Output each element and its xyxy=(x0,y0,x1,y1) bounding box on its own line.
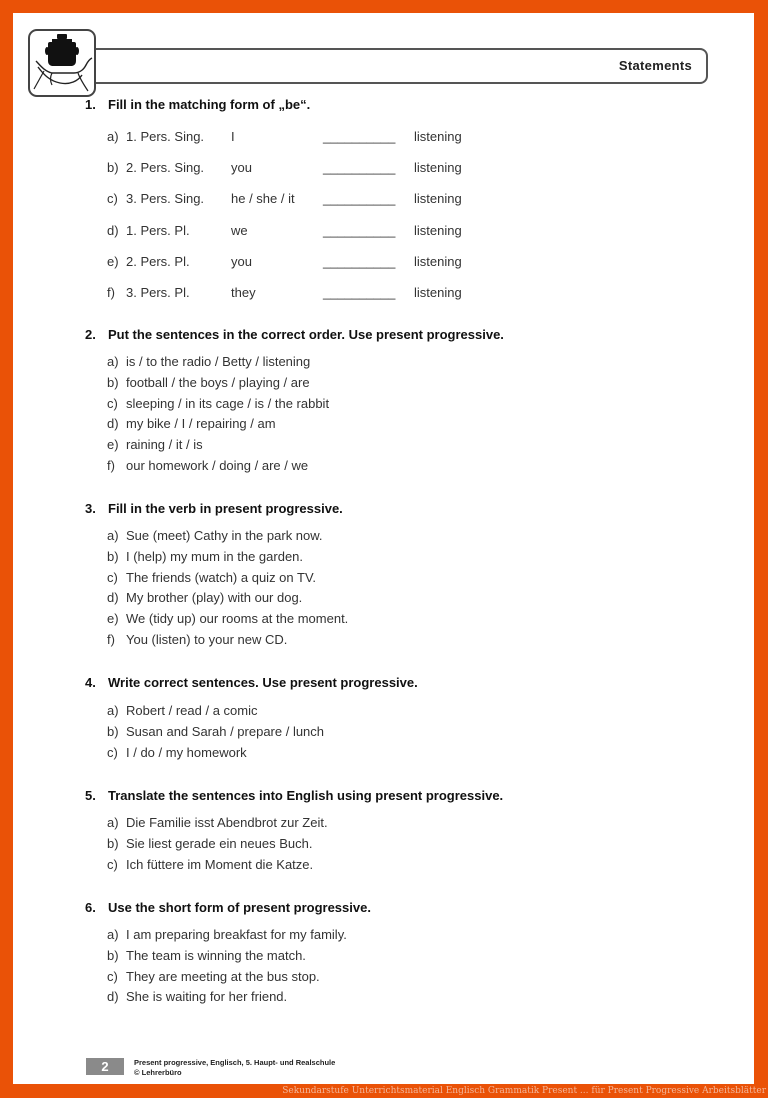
item-letter: a) xyxy=(107,927,119,942)
image-caption: Sekundarstufe Unterrichtsmaterial Englisch Grammatik Present ... für Present Progressive Arbeitsblätter xyxy=(282,1086,766,1096)
item-letter: e) xyxy=(107,254,119,269)
person-label: 2. Pers. Sing. xyxy=(126,160,205,175)
item-letter: a) xyxy=(107,528,119,543)
person-label: 1. Pers. Pl. xyxy=(126,223,190,238)
section-title: Write correct sentences. Use present progressive. xyxy=(108,675,418,690)
list-item xyxy=(107,967,347,988)
header-banner xyxy=(85,48,708,84)
item-text: sleeping / in its cage / is / the rabbit xyxy=(126,395,330,411)
list-item xyxy=(107,987,347,1008)
list-item xyxy=(107,925,347,946)
section-4-list xyxy=(107,701,324,763)
list-item xyxy=(107,547,348,568)
pronoun: you xyxy=(231,254,252,269)
item-text: Robert / read / a comic xyxy=(126,703,258,718)
person-label: 1. Pers. Sing. xyxy=(126,129,205,144)
list-item xyxy=(107,609,348,630)
section-title: Translate the sentences into English using present progressive. xyxy=(108,788,504,803)
item-letter: c) xyxy=(107,968,118,984)
item-letter: b) xyxy=(107,160,119,175)
pronoun: he / she / it xyxy=(231,191,295,206)
worksheet-page xyxy=(13,13,754,1084)
list-item xyxy=(107,855,328,876)
item-text: football / the boys / playing / are xyxy=(126,374,310,390)
page-title: Statements xyxy=(618,58,692,73)
list-item xyxy=(107,414,329,435)
person-label: 3. Pers. Sing. xyxy=(126,191,205,206)
list-item xyxy=(107,435,329,456)
verb: listening xyxy=(414,160,462,175)
section-number: 4. xyxy=(85,675,96,690)
item-text: She is waiting for her friend. xyxy=(126,989,288,1005)
section-3-heading xyxy=(85,501,343,516)
item-letter: a) xyxy=(107,354,119,369)
item-letter: e) xyxy=(107,437,119,453)
item-letter: f) xyxy=(107,457,115,473)
item-letter: b) xyxy=(107,947,119,963)
pronoun: they xyxy=(231,285,256,300)
hand-holding-pot-icon xyxy=(28,29,96,97)
list-item xyxy=(107,813,328,834)
footer-credits xyxy=(134,1058,335,1078)
item-letter: f) xyxy=(107,631,115,647)
person-label: 2. Pers. Pl. xyxy=(126,254,190,269)
section-title: Use the short form of present progressive. xyxy=(108,900,371,915)
item-text: is / to the radio / Betty / listening xyxy=(126,354,311,369)
section-number: 3. xyxy=(85,501,96,516)
list-item xyxy=(107,834,328,855)
item-letter: b) xyxy=(107,723,119,739)
item-letter: d) xyxy=(107,989,119,1005)
list-item xyxy=(107,352,329,373)
section-1-heading xyxy=(85,97,310,112)
item-letter: d) xyxy=(107,416,119,432)
list-item xyxy=(107,701,324,722)
item-text: The friends (watch) a quiz on TV. xyxy=(126,569,317,585)
pronoun: you xyxy=(231,160,252,175)
item-letter: c) xyxy=(107,569,118,585)
item-letter: a) xyxy=(107,815,119,830)
item-letter: b) xyxy=(107,374,119,390)
answer-blank: __________ xyxy=(323,191,396,206)
item-letter: e) xyxy=(107,611,119,627)
section-3-list xyxy=(107,526,348,651)
item-text: Ich füttere im Moment die Katze. xyxy=(126,856,314,872)
footer-line-2: © Lehrerbüro xyxy=(134,1068,182,1077)
section-2-list xyxy=(107,352,329,477)
section-title: Fill in the verb in present progressive. xyxy=(108,501,343,516)
section-number: 6. xyxy=(85,900,96,915)
item-text: I am preparing breakfast for my family. xyxy=(126,927,347,942)
section-6-heading xyxy=(85,900,371,915)
answer-blank: __________ xyxy=(323,223,396,238)
item-letter: c) xyxy=(107,395,118,411)
list-item xyxy=(107,373,329,394)
item-text: The team is winning the match. xyxy=(126,947,306,963)
item-text: I / do / my homework xyxy=(126,744,247,760)
section-5-heading xyxy=(85,788,503,803)
list-item xyxy=(107,568,348,589)
item-text: We (tidy up) our rooms at the moment. xyxy=(126,611,349,627)
item-letter: c) xyxy=(107,744,118,760)
item-text: Sue (meet) Cathy in the park now. xyxy=(126,528,323,543)
section-title: Fill in the matching form of „be“. xyxy=(108,97,311,112)
item-letter: d) xyxy=(107,223,119,238)
verb: listening xyxy=(414,254,462,269)
item-text: Susan and Sarah / prepare / lunch xyxy=(126,723,325,739)
section-number: 1. xyxy=(85,97,96,112)
item-letter: b) xyxy=(107,835,119,851)
list-item xyxy=(107,588,348,609)
answer-blank: __________ xyxy=(323,285,396,300)
item-letter: a) xyxy=(107,703,119,718)
page-number: 2 xyxy=(86,1058,124,1075)
verb: listening xyxy=(414,191,462,206)
item-letter: a) xyxy=(107,129,119,144)
verb: listening xyxy=(414,129,462,144)
section-5-list xyxy=(107,813,328,875)
answer-blank: __________ xyxy=(323,160,396,175)
item-text: My brother (play) with our dog. xyxy=(126,590,303,606)
section-6-list xyxy=(107,925,347,1008)
list-item xyxy=(107,743,324,764)
item-text: our homework / doing / are / we xyxy=(126,457,309,473)
item-letter: c) xyxy=(107,856,118,872)
item-text: Die Familie isst Abendbrot zur Zeit. xyxy=(126,815,328,830)
verb: listening xyxy=(414,223,462,238)
item-text: You (listen) to your new CD. xyxy=(126,631,288,647)
list-item xyxy=(107,394,329,415)
person-label: 3. Pers. Pl. xyxy=(126,285,190,300)
section-2-heading xyxy=(85,327,504,342)
section-4-heading xyxy=(85,675,418,690)
pronoun: I xyxy=(231,129,235,144)
list-item xyxy=(107,722,324,743)
item-text: They are meeting at the bus stop. xyxy=(126,968,320,984)
verb: listening xyxy=(414,285,462,300)
item-text: my bike / I / repairing / am xyxy=(126,416,276,432)
item-text: raining / it / is xyxy=(126,437,203,453)
item-letter: b) xyxy=(107,548,119,564)
item-letter: d) xyxy=(107,590,119,606)
section-title: Put the sentences in the correct order. Use present progressive. xyxy=(108,327,504,342)
item-letter: f) xyxy=(107,285,115,300)
answer-blank: __________ xyxy=(323,129,396,144)
section-number: 2. xyxy=(85,327,96,342)
section-number: 5. xyxy=(85,788,96,803)
footer-line-1: Present progressive, Englisch, 5. Haupt- und Realschule xyxy=(134,1058,336,1067)
item-letter: c) xyxy=(107,191,118,206)
item-text: I (help) my mum in the garden. xyxy=(126,548,304,564)
pronoun: we xyxy=(231,223,248,238)
list-item xyxy=(107,526,348,547)
answer-blank: __________ xyxy=(323,254,396,269)
list-item xyxy=(107,946,347,967)
item-text: Sie liest gerade ein neues Buch. xyxy=(126,835,313,851)
list-item xyxy=(107,456,329,477)
list-item xyxy=(107,630,348,651)
